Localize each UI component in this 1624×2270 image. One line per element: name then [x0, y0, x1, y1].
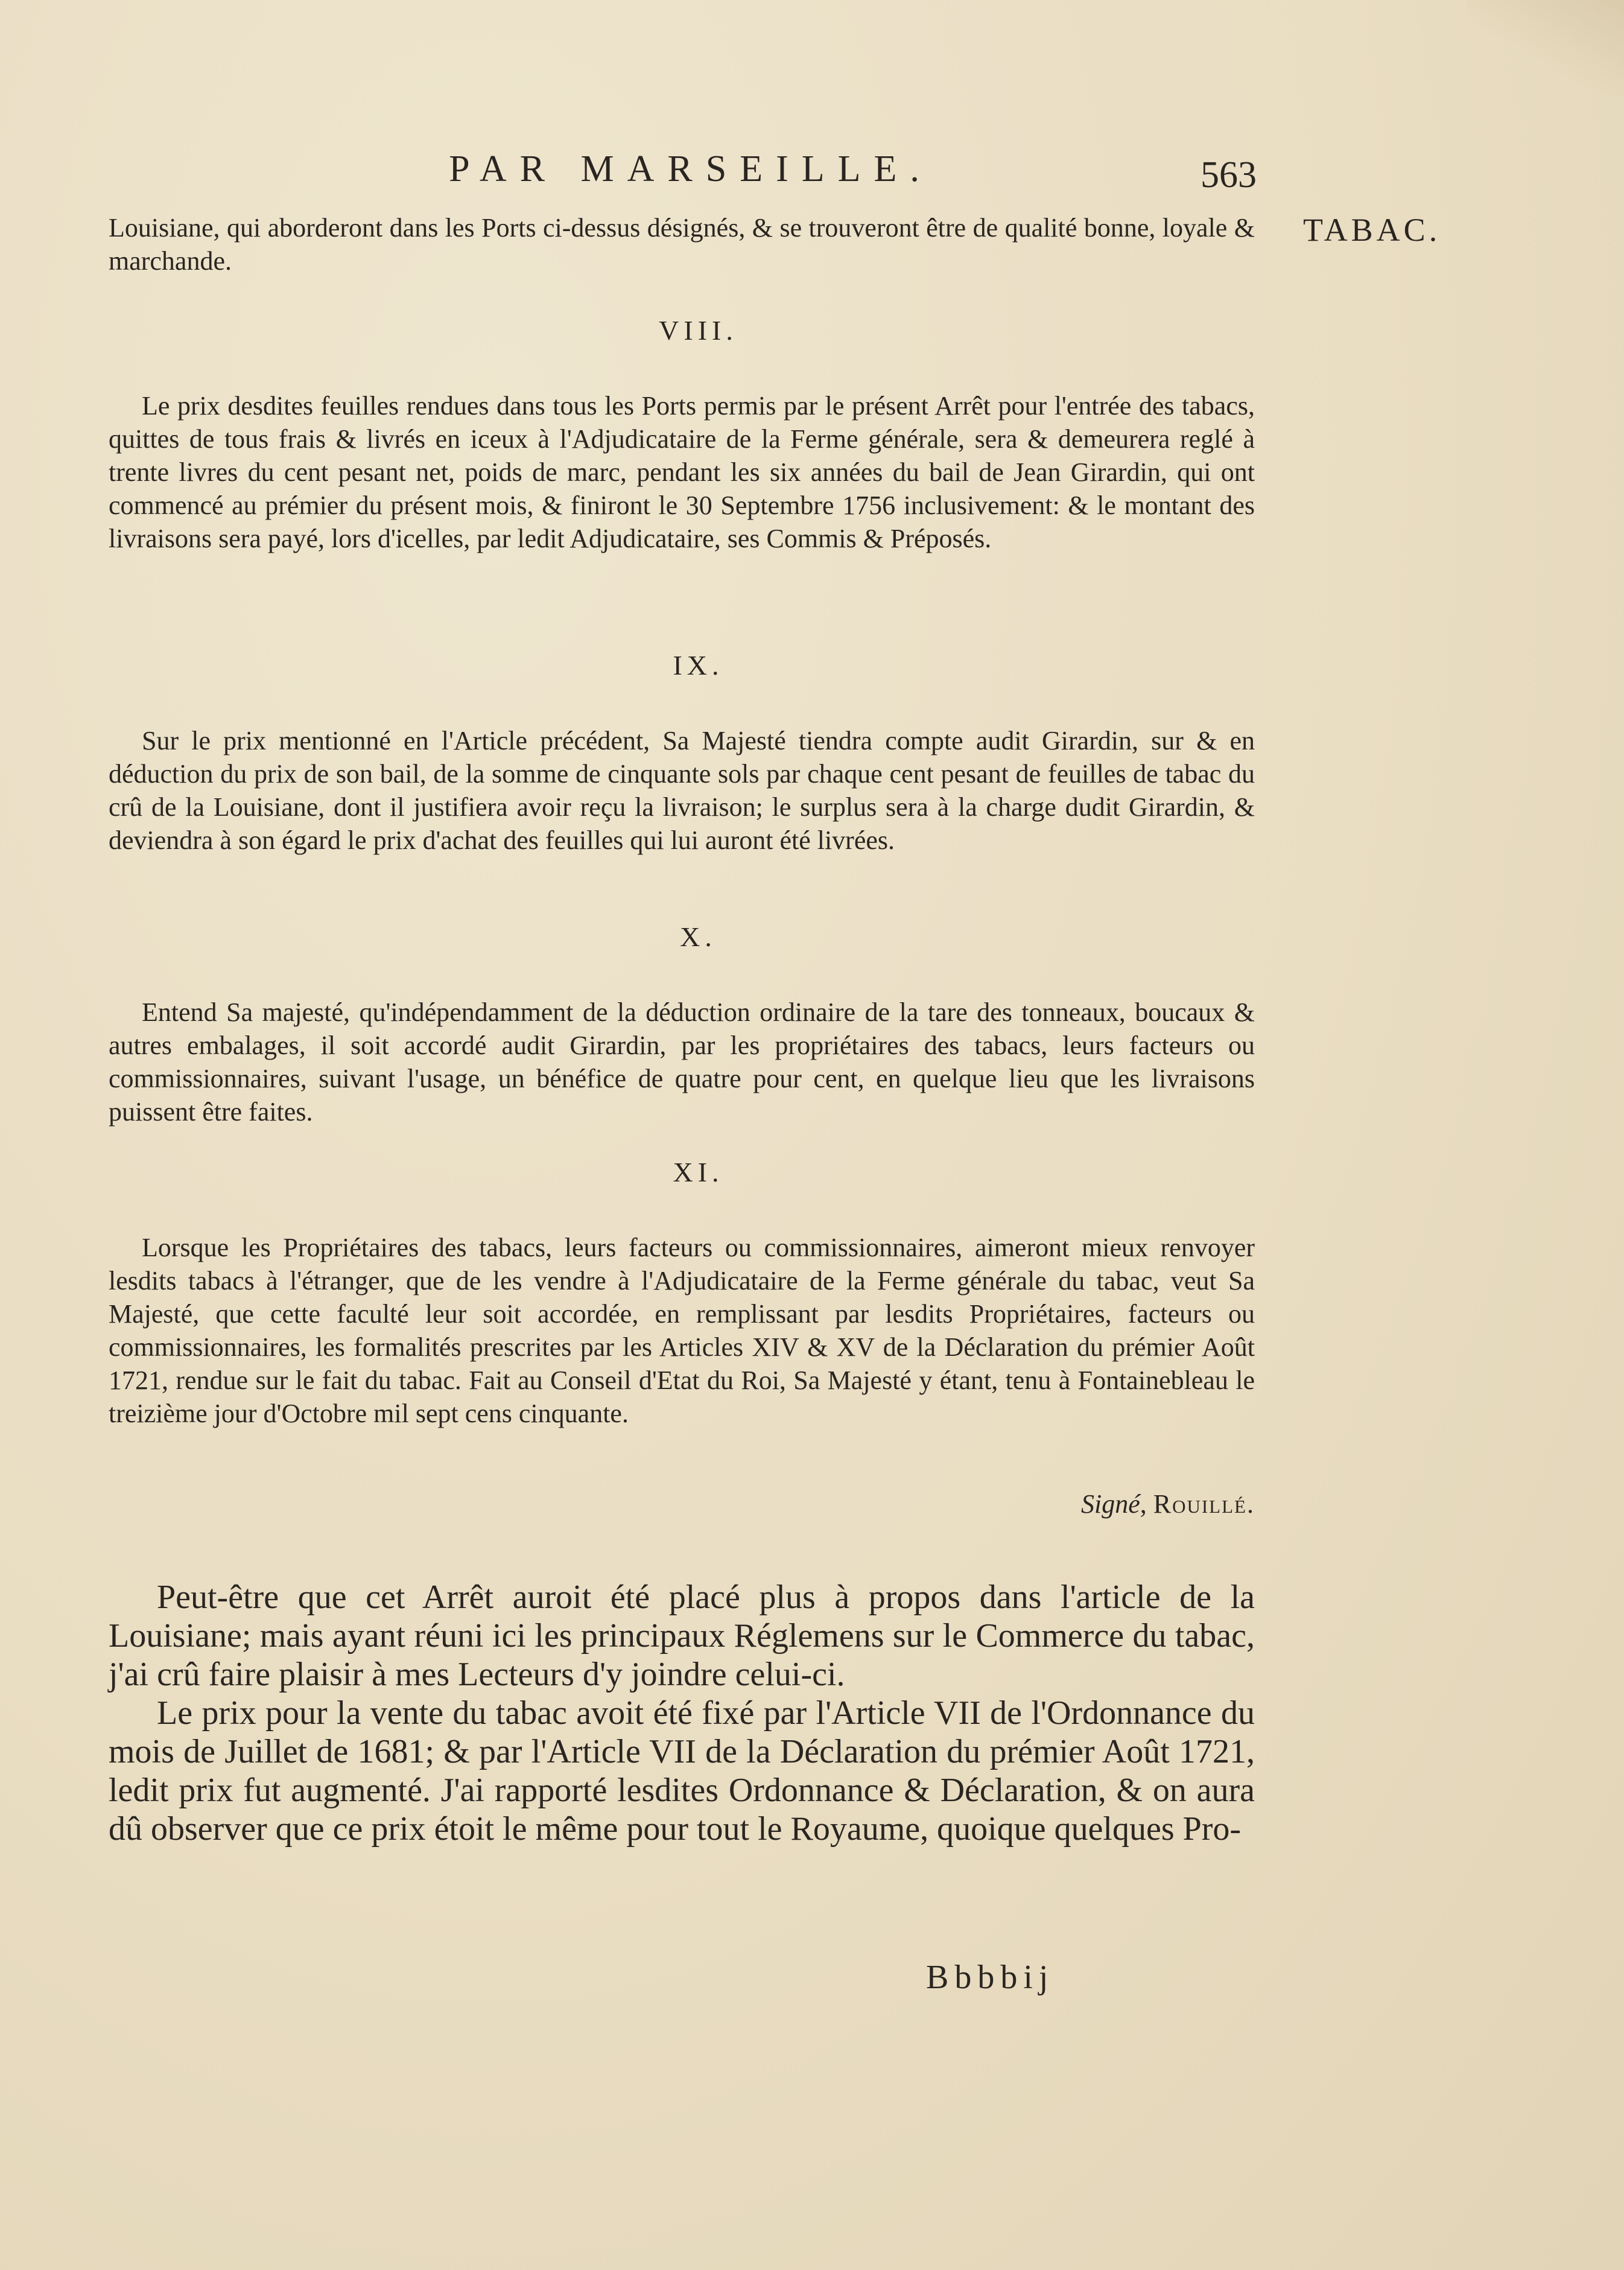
page-fold-shadow	[1467, 0, 1624, 97]
opening-paragraph	[109, 211, 1255, 278]
article-x	[109, 920, 1255, 1128]
margin-note: TABAC.	[1303, 212, 1441, 248]
article-number: X.	[680, 921, 717, 952]
page-number: 563	[1201, 154, 1257, 196]
signed-label: Signé	[1080, 1489, 1140, 1519]
running-head: PAR MARSEILLE.	[449, 148, 933, 189]
commentary-block	[109, 1578, 1255, 1848]
article-text: Entend Sa majesté, qu'indépendamment de la déduction ordinaire de la tare des tonneaux, boucaux & autres embalages, il soit accordé audit Girardin, par les propriétaires des tabacs, leurs facteurs ou commissionnaires, suivant l'usage, un bénéfice de quatre pour cent, en quelque lieu que les livraisons puissent être faites.	[109, 997, 1255, 1127]
signature-mark: Bbbbij	[926, 1959, 1055, 1996]
signature-separator: ,	[1140, 1489, 1153, 1519]
commentary-paragraph: Peut-être que cet Arrêt auroit été placé plus à propos dans l'article de la Louisiane; mais ayant réuni ici les principaux Réglemens sur le Commerce du tabac, j'ai crû faire plaisir à mes Lecteurs d'y joindre celui-ci.	[109, 1579, 1255, 1693]
article-number: VIII.	[659, 315, 738, 346]
article-xi	[109, 1156, 1255, 1430]
article-number: XI.	[673, 1157, 724, 1187]
article-text: Le prix desdites feuilles rendues dans tous les Ports permis par le présent Arrêt pour l'entrée des tabacs, quittes de tous frais & livrés en iceux à l'Adjudicataire de la Ferme générale, sera & demeurera reglé à trente livres du cent pesant net, poids de marc, pendant les six années du bail de Jean Girardin, qui ont commencé au prémier du présent mois, & finiront le 30 Septembre 1756 inclusivement: & le montant des livraisons sera payé, lors d'icelles, par ledit Adjudicataire, ses Commis & Préposés.	[109, 391, 1255, 553]
article-ix	[109, 649, 1255, 857]
signatory-name: Rouillé.	[1153, 1489, 1255, 1519]
article-text: Sur le prix mentionné en l'Article précédent, Sa Majesté tiendra compte audit Girardin, sur & en déduction du prix de son bail, de la somme de cinquante sols par chaque cent pesant de feuilles de tabac du crû de la Louisiane, dont il justifiera avoir reçu la livraison; le surplus sera à la charge dudit Girardin, & deviendra à son égard le prix d'achat des feuilles qui lui auront été livrées.	[109, 726, 1255, 855]
article-text: Lorsque les Propriétaires des tabacs, leurs facteurs ou commissionnaires, aimeront mieux renvoyer lesdits tabacs à l'étranger, que de les vendre à l'Adjudicataire de la Ferme générale du tabac, veut Sa Majesté, que cette faculté leur soit accordée, en remplissant par lesdits Propriétaires, facteurs ou commissionnaires, les formalités prescrites par les Articles XIV & XV de la Déclaration du prémier Août 1721, rendue sur le fait du tabac. Fait au Conseil d'Etat du Roi, Sa Majesté y étant, tenu à Fontainebleau le treizième jour d'Octobre mil sept cens cinquante.	[109, 1233, 1255, 1428]
article-viii	[109, 314, 1255, 555]
commentary-paragraph: Le prix pour la vente du tabac avoit été fixé par l'Article VII de l'Ordonnance du mois de Juillet de 1681; & par l'Article VII de la Déclaration du prémier Août 1721, ledit prix fut augmenté. J'ai rapporté lesdites Ordonnance & Déclaration, & on aura dû observer que ce prix étoit le même pour tout le Royaume, quoique quelques Pro-	[109, 1694, 1255, 1848]
article-number: IX.	[673, 650, 724, 681]
signature-line	[109, 1487, 1400, 1521]
opening-text: Louisiane, qui aborderont dans les Ports ci-dessus désignés, & se trouveront être de qualité bonne, loyale & marchande.	[109, 213, 1255, 276]
page-header	[109, 148, 1273, 191]
